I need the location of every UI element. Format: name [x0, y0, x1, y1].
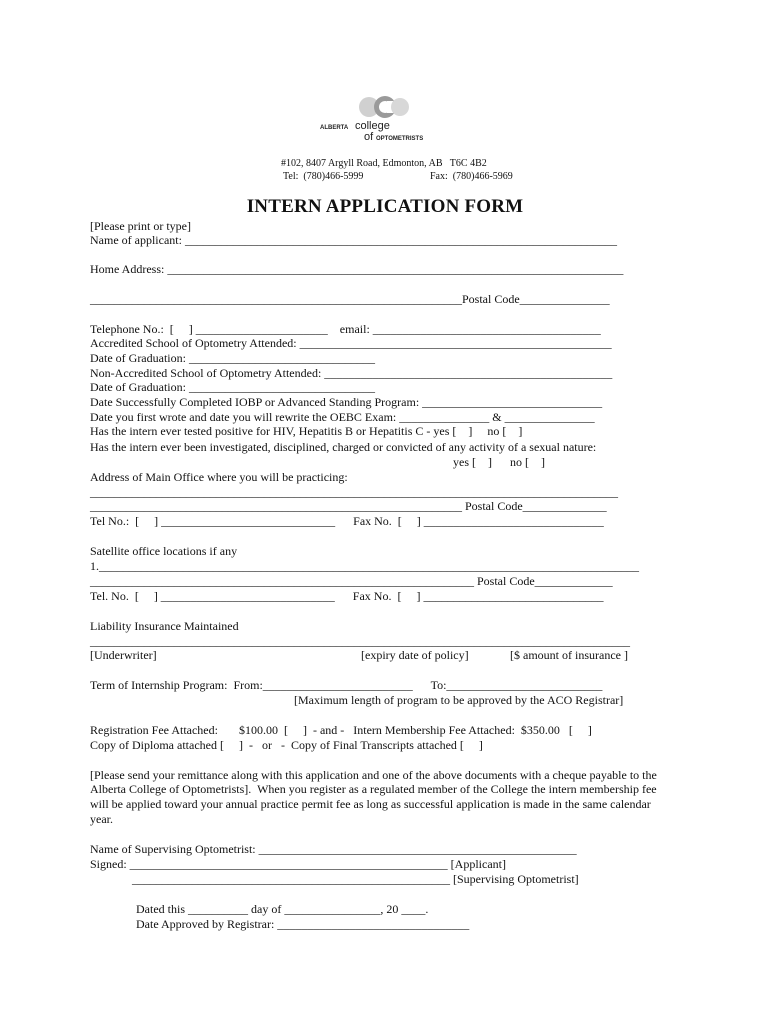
- logo-alberta: ALBERTA: [320, 125, 349, 131]
- logo-optometrists: OPTOMETRISTS: [376, 136, 424, 142]
- header-fax: Fax: (780)466-5969: [430, 171, 513, 182]
- iobp-date-field[interactable]: Date Successfully Completed IOBP or Advanced Standing Program: ______________________________: [90, 395, 603, 409]
- remittance-note-4: year.: [90, 812, 113, 826]
- underwriter-label: [Underwriter]: [90, 648, 157, 662]
- header-tel: Tel: (780)466-5999: [283, 171, 364, 182]
- investigated-question: Has the intern ever been investigated, disciplined, charged or convicted of any activity of a sexual nature:: [90, 440, 597, 454]
- supervisor-signature-field[interactable]: _____________________________________________________ [Supervising Optometrist]: [132, 872, 579, 886]
- accredited-school-field[interactable]: Accredited School of Optometry Attended: ____________________________________________________: [90, 336, 612, 350]
- registration-fee-line[interactable]: Registration Fee Attached: $100.00 [ ] - and - Intern Membership Fee Attached: $350.00 [ ]: [90, 723, 592, 737]
- remittance-note-3: will be applied toward your annual practice permit fee as long as successful application is made in the same calendar: [90, 797, 651, 811]
- satellite-tel-fax-field[interactable]: Tel. No. [ ] _____________________________ Fax No. [ ] ______________________________: [90, 589, 604, 603]
- liability-field[interactable]: __________________________________________________________________________________________: [90, 634, 630, 648]
- remittance-note-1: [Please send your remittance along with this application and one of the above documents with a cheque payable to the: [90, 768, 657, 782]
- main-office-postal-field[interactable]: ______________________________________________________________ Postal Code______________: [90, 499, 607, 513]
- main-office-tel-fax-field[interactable]: Tel No.: [ ] _____________________________ Fax No. [ ] ______________________________: [90, 514, 604, 528]
- print-note: [Please print or type]: [90, 219, 191, 233]
- dated-field[interactable]: Dated this __________ day of ________________, 20 ____.: [136, 902, 429, 916]
- non-accredited-school-field[interactable]: Non-Accredited School of Optometry Attended: ________________________________________________: [90, 366, 613, 380]
- postal-code-field[interactable]: ______________________________________________________________Postal Code_______________: [90, 292, 610, 306]
- date-approved-field[interactable]: Date Approved by Registrar: ________________________________: [136, 917, 470, 931]
- supervising-optometrist-field[interactable]: Name of Supervising Optometrist: _____________________________________________________: [90, 842, 577, 856]
- aco-logo: [318, 93, 458, 147]
- main-office-label: Address of Main Office where you will be practicing:: [90, 470, 348, 484]
- diploma-line[interactable]: Copy of Diploma attached [ ] - or - Copy of Final Transcripts attached [ ]: [90, 738, 483, 752]
- expiry-label: [expiry date of policy]: [361, 648, 469, 662]
- satellite-label: Satellite office locations if any: [90, 544, 238, 558]
- oebc-exam-field[interactable]: Date you first wrote and date you will rewrite the OEBC Exam: _______________ & _______________: [90, 410, 595, 424]
- satellite-address-field[interactable]: 1.__________________________________________________________________________________________: [90, 559, 639, 573]
- logo-of: of: [364, 131, 374, 143]
- header-address: #102, 8407 Argyll Road, Edmonton, AB T6C 4B2: [281, 158, 487, 169]
- main-office-address-field[interactable]: ________________________________________________________________________________________: [90, 485, 618, 499]
- satellite-postal-field[interactable]: ________________________________________________________________ Postal Code_____________: [90, 574, 613, 588]
- telephone-email-field[interactable]: Telephone No.: [ ] ______________________ email: ______________________________________: [90, 322, 601, 336]
- graduation-date-field-1[interactable]: Date of Graduation: _______________________________: [90, 351, 375, 365]
- investigated-yes-no[interactable]: yes [ ] no [ ]: [453, 455, 545, 469]
- form-title: INTERN APPLICATION FORM: [246, 196, 524, 217]
- max-length-note: [Maximum length of program to be approved by the ACO Registrar]: [294, 693, 624, 707]
- applicant-signature-field[interactable]: Signed: _____________________________________________________ [Applicant]: [90, 857, 506, 871]
- remittance-note-2: Alberta College of Optometrists]. When you register as a regulated member of the College the intern membership fee: [90, 782, 657, 796]
- logo-college: college: [355, 120, 390, 132]
- hiv-question[interactable]: Has the intern ever tested positive for HIV, Hepatitis B or Hepatitis C - yes [ ] no [ ]: [90, 424, 523, 438]
- liability-label: Liability Insurance Maintained: [90, 619, 239, 633]
- amount-label: [$ amount of insurance ]: [510, 648, 628, 662]
- term-field[interactable]: Term of Internship Program: From:_________________________ To:__________________________: [90, 678, 603, 692]
- name-field[interactable]: Name of applicant: ________________________________________________________________________: [90, 233, 617, 247]
- home-address-field[interactable]: Home Address: ____________________________________________________________________________: [90, 262, 624, 276]
- graduation-date-field-2[interactable]: Date of Graduation: _______________________________: [90, 380, 375, 394]
